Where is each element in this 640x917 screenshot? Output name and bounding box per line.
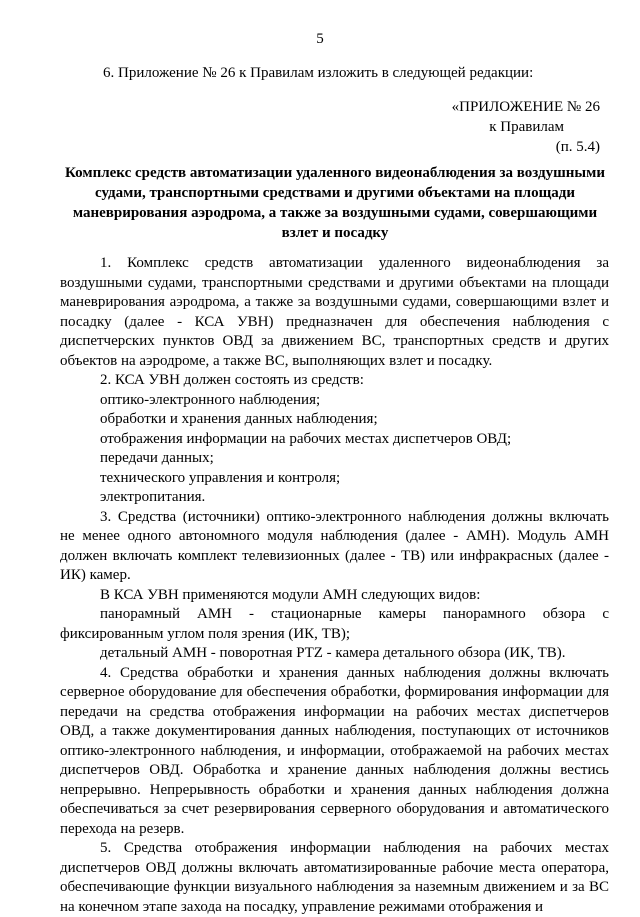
paragraph-3-item: панорамный АМН - стационарные камеры панорамного обзора с фиксированным углом поля зрения (ИК, ТВ); (60, 606, 609, 642)
paragraph-2-item: электропитания. (100, 489, 206, 505)
appendix-to-rules: к Правилам (489, 119, 564, 135)
paragraph-1: 1. Комплекс средств автоматизации удаленного видеонаблюдения за воздушными судами, транспортными средствами и другими объектами на площади маневрирования аэродрома, а также за воздушными судами, совершающими взлет и посадку (далее - КСА УВН) предназначен для обеспечения наблюдения с диспетчерских пунктов ОВД за движением ВС, транспортных средств и других объектов на аэродроме, а также ВС, выполняющих взлет и посадку. (60, 255, 609, 369)
paragraph-2-item: технического управления и контроля; (100, 469, 341, 486)
document-title: Комплекс средств автоматизации удаленного видеонаблюдения за воздушными судами, транспортными средствами и другими объектами на площади маневрирования аэродрома, а также за воздушными судами, совершающими взлет и посадку (65, 165, 605, 241)
paragraph-4: 4. Средства обработки и хранения данных наблюдения должны включать серверное оборудование для обеспечения обработки, формирования информации для передачи на средства отображения информации на рабочих местах диспетчеров ОВД, а также документирования данных наблюдения, поступающих от источников оптико-электронного наблюдения, и информации, отображаемой на рабочих местах диспетчеров ОВД. Обработка и хранение данных наблюдения должны вестись непрерывно. Непрерывность обработки и хранения данных наблюдения должна обеспечиваться за счет резервирования серверного оборудования и автоматического перехода на резерв. (60, 664, 609, 837)
paragraph-3: 3. Средства (источники) оптико-электронного наблюдения должны включать не менее одного автономного модуля наблюдения (далее - АМН). Модуль АМН должен включать комплект телевизионных (далее - ТВ) или инфракрасных (далее - ИК) камер. (60, 508, 609, 583)
appendix-title-line: «ПРИЛОЖЕНИЕ № 26 (451, 99, 600, 115)
paragraph-2: 2. КСА УВН должен состоять из средств: (100, 372, 364, 388)
paragraph-2-item: отображения информации на рабочих местах диспетчеров ОВД; (100, 430, 512, 447)
page-number: 5 (316, 31, 324, 47)
paragraph-3-item: детальный АМН - поворотная PTZ - камера детального обзора (ИК, ТВ). (100, 645, 566, 661)
paragraph-5: 5. Средства отображения информации наблюдения на рабочих местах диспетчеров ОВД должны включать автоматизированные рабочие места оператора, обеспечивающие функции визуального наблюдения за наземным движением и за ВС на конечном этапе захода на посадку, управление режимами отображения и (60, 840, 609, 915)
intro-line: 6. Приложение № 26 к Правилам изложить в следующей редакции: (103, 65, 534, 81)
document-body (60, 254, 609, 917)
paragraph-2-item: обработки и хранения данных наблюдения; (100, 411, 378, 427)
appendix-header (452, 97, 600, 157)
paragraph-3-sub: В КСА УВН применяются модули АМН следующих видов: (100, 586, 481, 603)
appendix-section-ref: (п. 5.4) (555, 139, 600, 155)
paragraph-2-item: оптико-электронного наблюдения; (100, 391, 321, 408)
paragraph-2-item: передачи данных; (100, 450, 214, 466)
